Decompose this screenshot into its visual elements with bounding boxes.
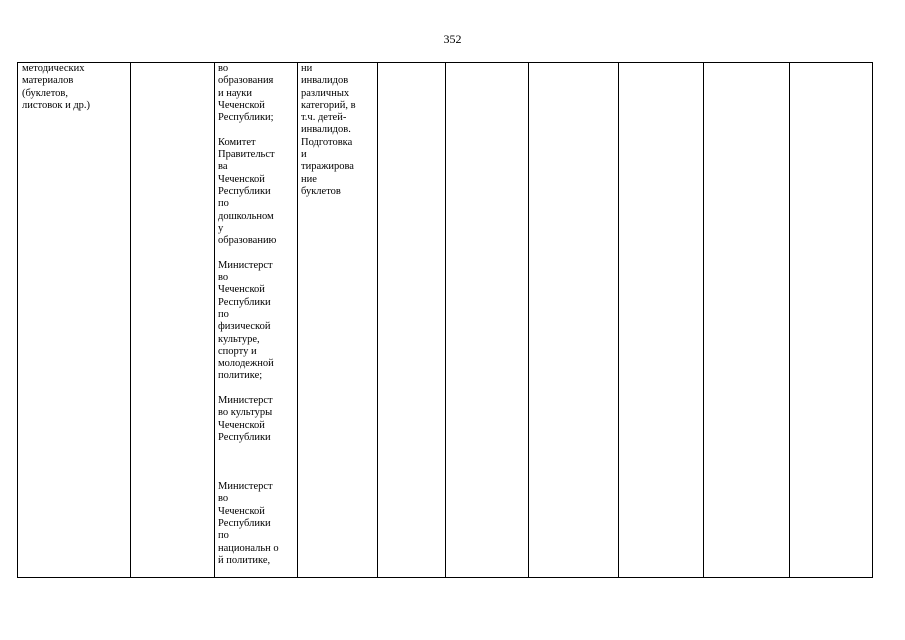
table	[17, 62, 873, 578]
cell-executors: во образования и науки Чеченской Республики; Комитет Правительст ва Чеченской Республики по дошкольном у образованию Министерст во Чеченской Республики по физической культуре, спорту и молодежной политике; Министерст во культуры Чеченской Республики Министерст во Чеченской Республики по национальн о й политике,	[218, 63, 279, 566]
column-divider	[130, 63, 131, 577]
column-divider	[703, 63, 704, 577]
column-divider	[528, 63, 529, 577]
column-divider	[377, 63, 378, 577]
column-divider	[214, 63, 215, 577]
cell-activity: методических материалов (буклетов, листовок и др.)	[22, 63, 91, 111]
page-number: 352	[443, 32, 462, 46]
column-divider	[789, 63, 790, 577]
column-divider	[618, 63, 619, 577]
cell-description: ни инвалидов различных категорий, в т.ч. детей- инвалидов. Подготовка и тиражирова ние буклетов	[301, 63, 356, 197]
column-divider	[445, 63, 446, 577]
